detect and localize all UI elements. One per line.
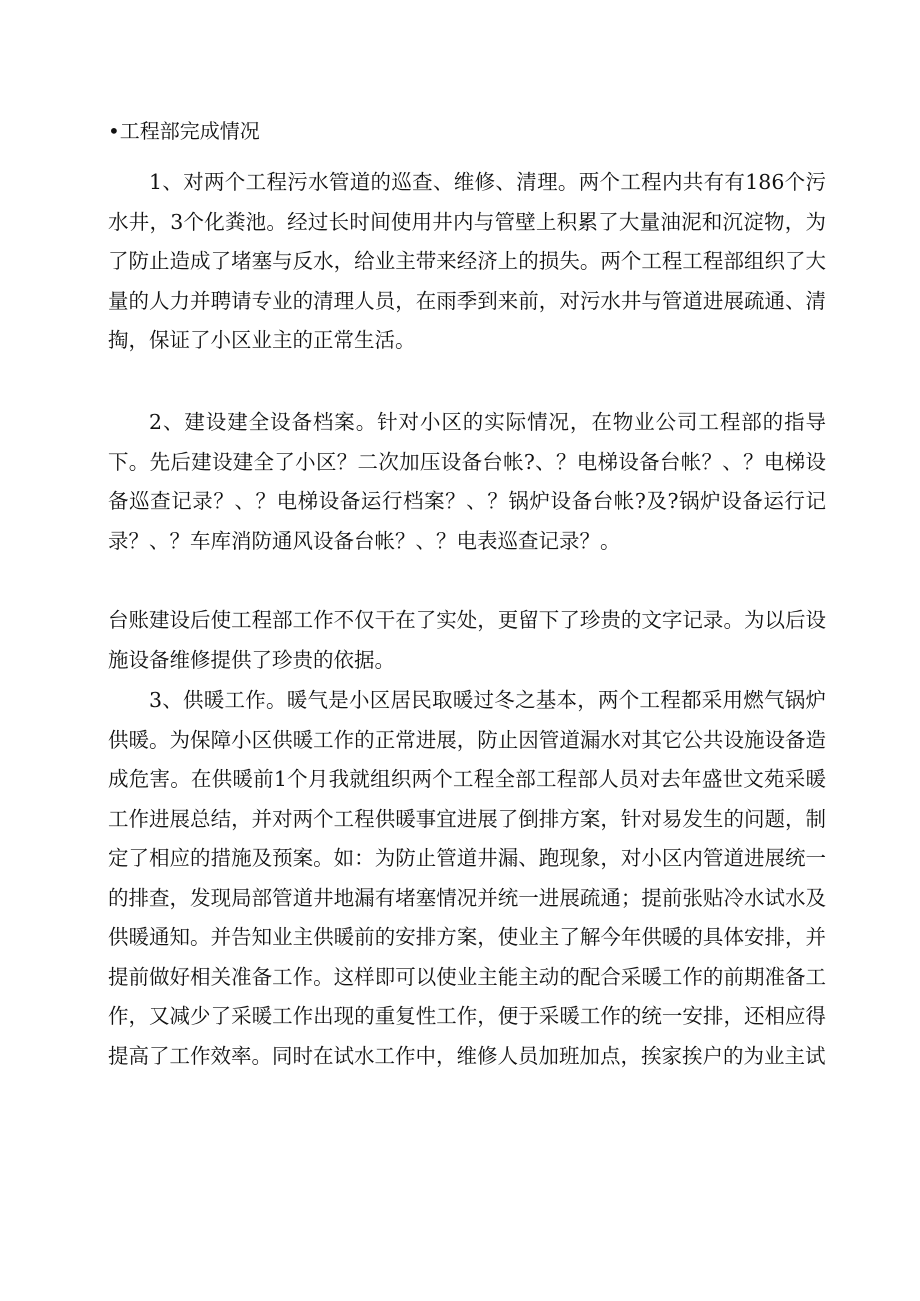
paragraph-heating-work: 3、供暖工作。暖气是小区居民取暖过冬之基本，两个工程都采用燃气锅炉供暖。为保障小区供暖工作的正常进展，防止因管道漏水对其它公共设施设备造成危害。在供暖前1个月我就组织两个工程全部工程部人员对去年盛世文苑采暖工作进展总结，并对两个工程供暖事宜进展了倒排方案，针对易发生的问题，制定了相应的措施及预案。如：为防止管道井漏、跑现象，对小区内管道进展统一的排查，发现局部管道井地漏有堵塞情况并统一进展疏通；提前张贴冷水试水及供暖通知。并告知业主供暖前的安排方案，使业主了解今年供暖的具体安排，并提前做好相关准备工作。这样即可以使业主能主动的配合采暖工作的前期准备工作，又减少了采暖工作出现的重复性工作，便于采暖工作的统一安排，还相应得提高了工作效率。同时在试水工作中，维修人员加班加点，挨家挨户的为业主试 — [108, 688, 826, 1068]
paragraph-ledger-result: 台账建设后使工程部工作不仅干在了实处，更留下了珍贵的文字记录。为以后设施设备维修提供了珍贵的依据。 — [108, 608, 826, 672]
paragraph-sewage-maintenance: 1、对两个工程污水管道的巡查、维修、清理。两个工程内共有有186个污水井，3个化粪池。经过长时间使用井内与管壁上积累了大量油泥和沉淀物，为了防止造成了堵塞与反水，给业主带来经济上的损失。两个工程工程部组织了大量的人力并聘请专业的清理人员，在雨季到来前，对污水井与管道进展疏通、清掏，保证了小区业主的正常生活。 — [108, 170, 826, 352]
section-heading: •工程部完成情况 — [108, 119, 260, 143]
paragraph-equipment-archives: 2、建设建全设备档案。针对小区的实际情况，在物业公司工程部的指导下。先后建设建全了小区？二次加压设备台帐?、？电梯设备台帐？、？电梯设备巡查记录？、？电梯设备运行档案？、？锅炉设备台帐?及?锅炉设备运行记录？、？车库消防通风设备台帐？、？电表巡查记录？。 — [108, 410, 826, 553]
